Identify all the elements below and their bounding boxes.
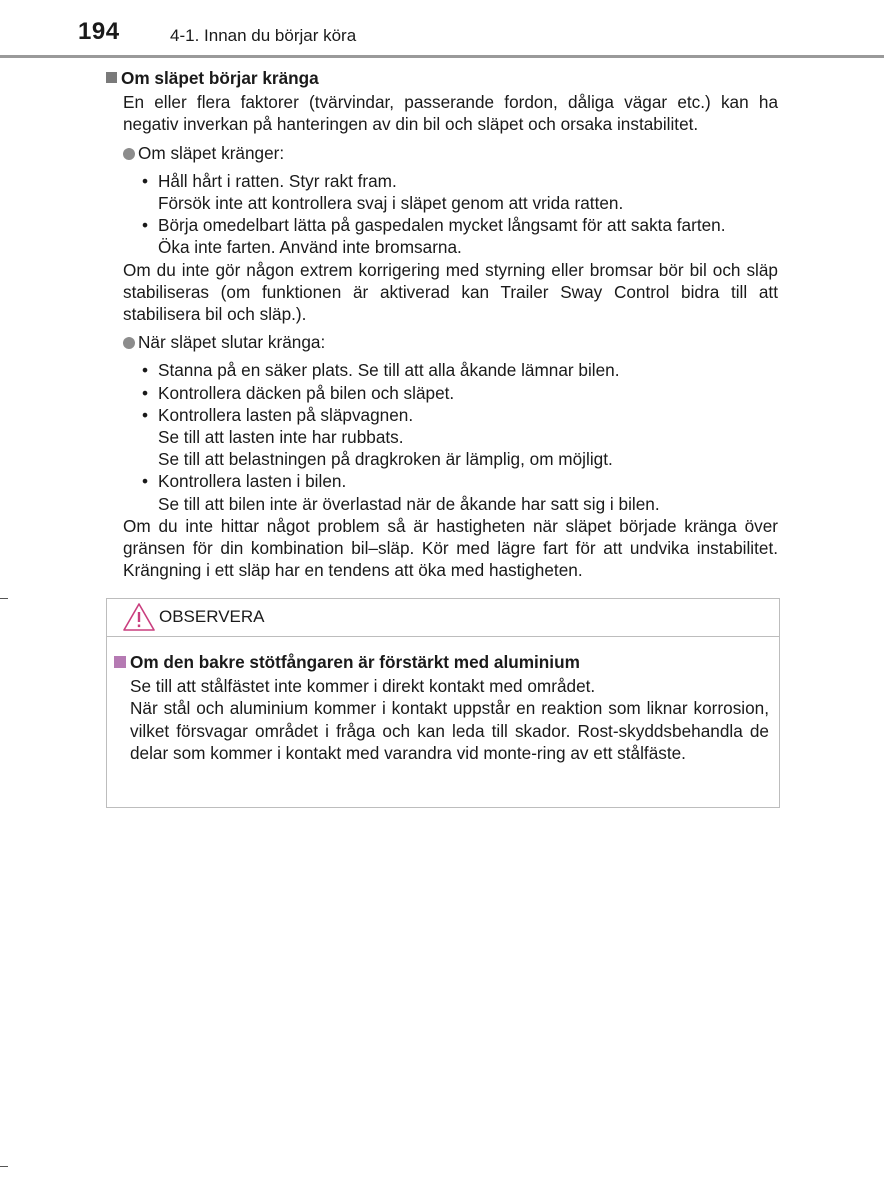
crop-mark: [0, 1166, 8, 1167]
section-heading: Om släpet börjar kränga: [106, 67, 778, 89]
caution-header: [107, 599, 779, 637]
list-item: • Stanna på en säker plats. Se till att alla åkande lämnar bilen.: [142, 360, 620, 381]
caution-title: OBSERVERA: [159, 607, 265, 626]
caution-paragraph: När stål och aluminium kommer i kontakt uppstår en reaktion som liknar korrosion, vilket försvagar området i fråga och kan leda till skador. Rost-skyddsbehandla de delar som kommer i kontakt med varandra vid monte-ring av ett stålfäste.: [130, 698, 769, 763]
body-paragraph: Om du inte hittar något problem så är hastigheten när släpet började kränga över gränsen för din kombination bil–släp. Kör med lägre fart för att undvika instabilitet. Krängning i ett släp har en tendens att öka med hastigheten.: [123, 515, 778, 581]
square-bullet-icon: [106, 72, 117, 83]
caution-box: [106, 598, 780, 808]
list-item: • Kontrollera lasten i bilen. Se till att bilen inte är överlastad när de åkande har satt sig i bilen.: [142, 471, 660, 514]
caution-heading: Om den bakre stötfångaren är förstärkt med aluminium: [114, 651, 769, 673]
warning-triangle-icon: [122, 602, 156, 632]
square-bullet-icon: [114, 656, 126, 668]
main-content: [106, 67, 778, 581]
caution-body: [107, 637, 779, 764]
circle-bullet-icon: [123, 337, 135, 349]
page-header: [0, 0, 884, 58]
instruction-list: [106, 359, 778, 514]
list-item: • Kontrollera lasten på släpvagnen. Se till att lasten inte har rubbats. Se till att belastningen på dragkroken är lämplig, om möjligt.: [142, 404, 613, 470]
list-item: • Håll hårt i ratten. Styr rakt fram. Försök inte att kontrollera svaj i släpet genom att vrida ratten.: [142, 170, 624, 214]
page-number: 194: [78, 18, 120, 45]
header-rule: [0, 55, 884, 58]
body-paragraph: Om du inte gör någon extrem korrigering med styrning eller bromsar bör bil och släp stabiliseras (om funktionen är aktiverad kan Trailer Sway Control bidra till att stabilisera bil och släp.).: [123, 259, 778, 325]
subsection-heading: När släpet slutar kränga:: [123, 331, 778, 353]
subsection-heading: Om släpet kränger:: [123, 142, 778, 164]
chapter-title: 4-1. Innan du börjar köra: [170, 26, 357, 45]
intro-paragraph: En eller flera faktorer (tvärvindar, passerande fordon, dåliga vägar etc.) kan ha negativ inverkan på hanteringen av din bil och släpet och orsaka instabilitet.: [123, 92, 778, 135]
list-item: • Börja omedelbart lätta på gaspedalen mycket långsamt för att sakta farten. Öka inte farten. Använd inte bromsarna.: [142, 215, 726, 258]
caution-line: Se till att stålfästet inte kommer i direkt kontakt med området.: [130, 676, 596, 697]
circle-bullet-icon: [123, 148, 135, 160]
list-item: • Kontrollera däcken på bilen och släpet.: [142, 382, 455, 403]
instruction-list: [106, 170, 778, 259]
crop-mark: [0, 598, 8, 599]
